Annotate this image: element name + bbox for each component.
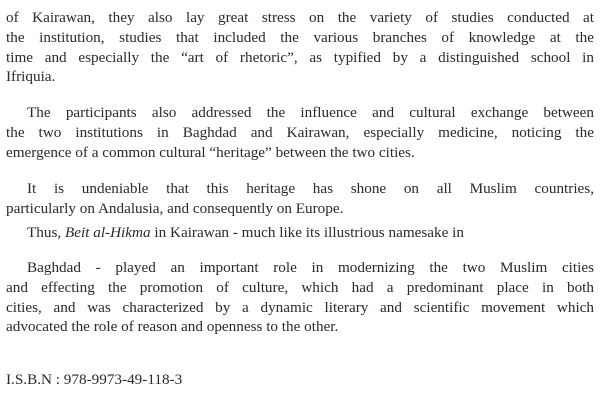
paragraph-5-line-4: advocated the role of reason and openness to the other. [6,318,339,335]
paragraph-1-line-2: the institution, studies that included the various branches of knowledge at the [6,29,594,46]
paragraph-2-line-3: emergence of a common cultural “heritage” between the two cities. [6,144,415,161]
paragraph-1-line-1: of Kairawan, they also lay great stress on the variety of studies conducted at [6,9,594,26]
paragraph-4-prefix: Thus, [27,224,65,241]
paragraph-2-line-2: the two institutions in Baghdad and Kairawan, especially medicine, noticing the [6,124,594,141]
paragraph-5-line-2: and effecting the promotion of culture, which had a predominant place in both [6,279,594,296]
paragraph-3-line-2: particularly on Andalusia, and consequently on Europe. [6,200,344,217]
isbn-line: I.S.B.N : 978-9973-49-118-3 [6,371,183,388]
paragraph-5-line-1: Baghdad - played an important role in modernizing the two Muslim cities [27,259,594,276]
paragraph-4-suffix: in Kairawan - much like its illustrious namesake in [150,224,464,241]
paragraph-3-line-1: It is undeniable that this heritage has shone on all Muslim countries, [27,180,594,197]
beit-al-hikma-title: Beit al-Hikma [64,224,151,241]
paragraph-4-line-1 [27,223,594,242]
paragraph-5-line-3: cities, and was characterized by a dynamic literary and scientific movement which [6,299,594,316]
paragraph-2-line-1: The participants also addressed the influence and cultural exchange between [27,104,594,121]
paragraph-1-line-3: time and especially the “art of rhetoric”, as typified by a distinguished school in [6,49,594,66]
paragraph-1-line-4: Ifriquia. [6,68,56,85]
